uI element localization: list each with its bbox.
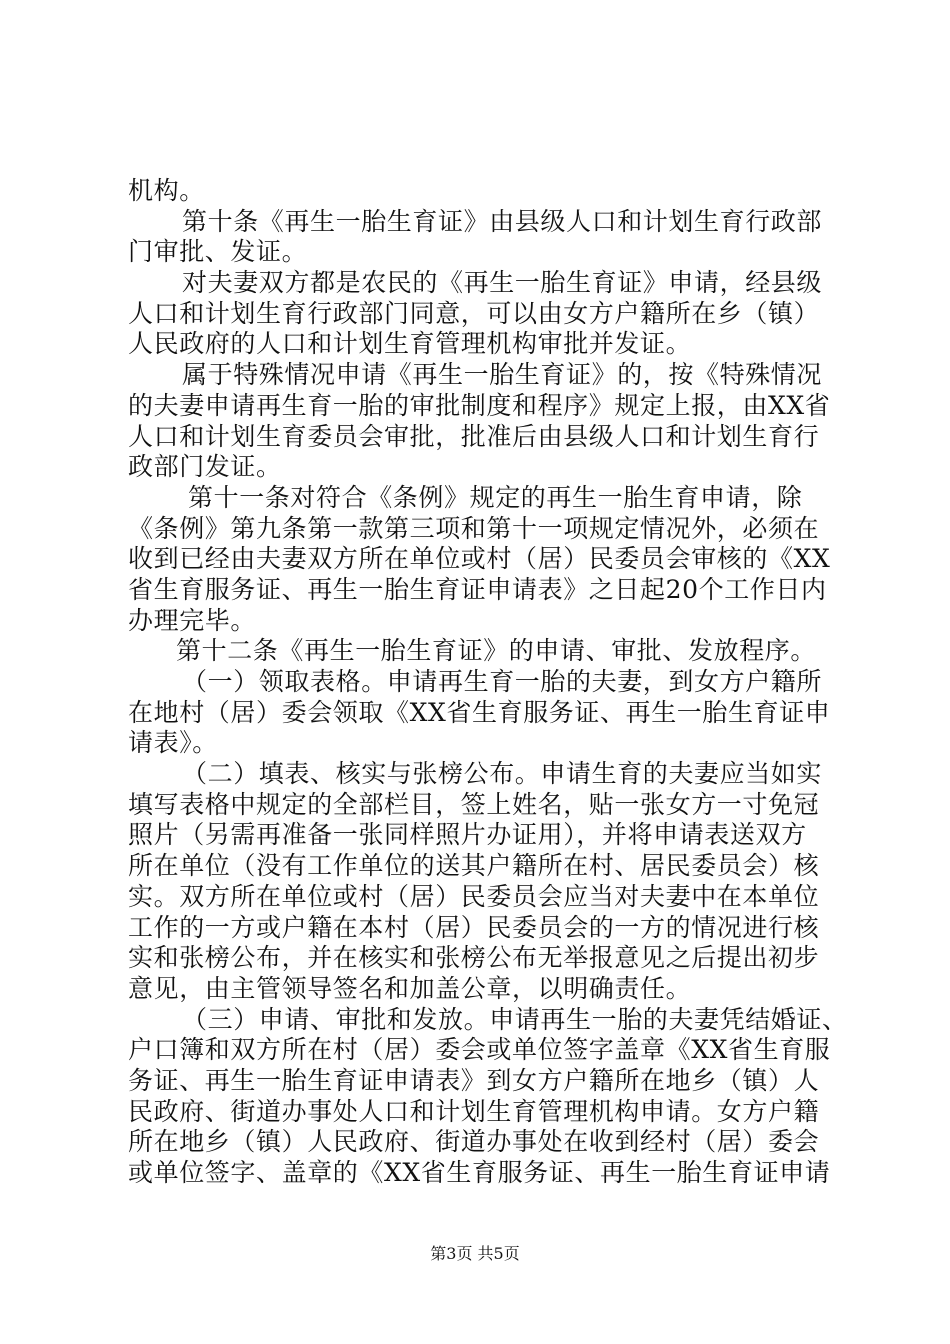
text-line: 政部门发证。 (128, 452, 282, 482)
text-line: 照片（另需再准备一张同样照片办证用），并将申请表送双方 (128, 820, 807, 850)
text-line: 在地村（居）委会领取《XX省生育服务证、再生一胎生育证申 (128, 697, 831, 727)
text-line: 《条例》第九条第一款第三项和第十一项规定情况外，必须在 (128, 513, 820, 543)
text-line: 门审批、发证。 (128, 237, 308, 267)
text-line: 填写表格中规定的全部栏目，签上姓名，贴一张女方一寸免冠 (128, 789, 820, 819)
text-line: 对夫妻双方都是农民的《再生一胎生育证》申请，经县级 (182, 268, 823, 298)
text-line: 务证、再生一胎生育证申请表》到女方户籍所在地乡（镇）人 (128, 1065, 820, 1095)
text-line: 机构。 (128, 176, 205, 205)
text-line: 人口和计划生育委员会审批，批准后由县级人口和计划生育行 (128, 421, 820, 451)
text-line: 所在地乡（镇）人民政府、街道办事处在收到经村（居）委会 (128, 1127, 820, 1157)
text-line: 实。双方所在单位或村（居）民委员会应当对夫妻中在本单位 (128, 881, 820, 911)
text-line: （三）申请、审批和发放。申请再生一胎的夫妻凭结婚证、 (182, 1004, 848, 1034)
text-line: 的夫妻申请再生育一胎的审批制度和程序》规定上报，由XX省 (128, 390, 831, 420)
text-line: 工作的一方或户籍在本村（居）民委员会的一方的情况进行核 (128, 912, 820, 942)
text-line: 属于特殊情况申请《再生一胎生育证》的，按《特殊情况 (182, 360, 823, 390)
text-line: 请表》。 (128, 728, 218, 758)
text-line: 第十条《再生一胎生育证》由县级人口和计划生育行政部 (182, 206, 823, 236)
text-line: 第十二条《再生一胎生育证》的申请、审批、发放程序。 (176, 636, 817, 666)
document-body (128, 176, 848, 1189)
text-line: 实和张榜公布，并在核实和张榜公布无举报意见之后提出初步 (128, 943, 820, 973)
text-line: 意见，由主管领导签名和加盖公章，以明确责任。 (128, 973, 692, 1003)
text-line: 或单位签字、盖章的《XX省生育服务证、再生一胎生育证申请 (128, 1158, 831, 1187)
text-line: 第十一条对符合《条例》规定的再生一胎生育申请，除 (188, 482, 803, 512)
text-line: 省生育服务证、再生一胎生育证申请表》之日起20个工作日内 (128, 574, 827, 604)
text-line: 户口簿和双方所在村（居）委会或单位签字盖章《XX省生育服 (128, 1035, 831, 1065)
text-line: 办理完毕。 (128, 605, 257, 635)
text-line: （二）填表、核实与张榜公布。申请生育的夫妻应当如实 (182, 759, 823, 789)
page-number-footer: 第3页 共5页 (430, 1244, 520, 1263)
text-line: 民政府、街道办事处人口和计划生育管理机构申请。女方户籍 (128, 1096, 820, 1126)
text-line: （一）领取表格。申请再生育一胎的夫妻，到女方户籍所 (182, 667, 823, 696)
text-line: 人民政府的人口和计划生育管理机构审批并发证。 (128, 329, 692, 359)
text-line: 所在单位（没有工作单位的送其户籍所在村、居民委员会）核 (128, 851, 820, 881)
text-line: 人口和计划生育行政部门同意，可以由女方户籍所在乡（镇） (128, 298, 820, 328)
text-line: 收到已经由夫妻双方所在单位或村（居）民委员会审核的《XX (128, 544, 831, 574)
